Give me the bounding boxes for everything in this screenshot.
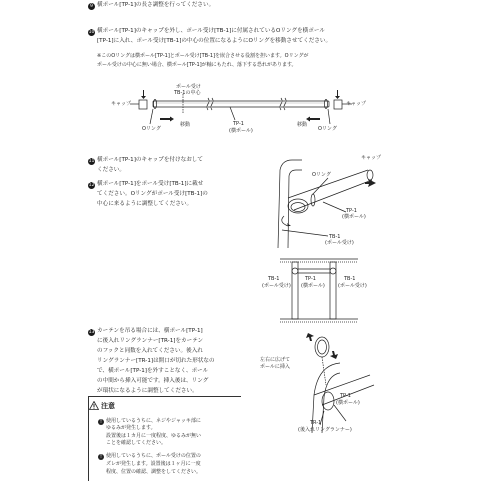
step-13-line1: カーテンを吊る場合には、横ポール[TP-1] — [97, 328, 203, 334]
oring-right-label: Oリング — [318, 126, 337, 132]
step-10-line2: [TP-1]に入れ、ポール受け[TB-1]の中心の位置になるようにOリングを移動させてください。 — [97, 38, 332, 44]
warning-icon — [89, 401, 99, 410]
pole-end-cap-shape — [367, 170, 373, 180]
step-13-line3: のフックと同数を入れてください。後入れ — [97, 348, 203, 354]
caution-2-line3: 程度、位置の確認、調整をしてください。 — [106, 469, 202, 475]
caution-1-line1: 使用しているうちに、ネジやジャッキ部に — [106, 418, 201, 424]
step-11-text2: ください。 — [97, 167, 125, 173]
caution-2-line1: 使用しているうちに、ポール受けの位置の — [106, 453, 201, 459]
step-10-line1: 横ポール[TP-1]のキャップを外し、ポール受け[TB-1]に付属されているOリングを横ポール — [97, 28, 325, 34]
tp1-sub-label-4: (横ポール) — [336, 400, 360, 406]
caution-2-line2: ズレが発生します。設置後は１ヶ月に一度 — [106, 461, 201, 467]
tb1-right-sub-label-3: (ポール受け) — [338, 283, 367, 289]
step-13-number: 13 — [88, 330, 95, 335]
step-12-line3: 中心に来るように調整してください。 — [97, 201, 193, 207]
tp1-sub-label-3: (横ポール) — [301, 283, 325, 289]
post-right-shape — [330, 262, 336, 319]
step-12 — [88, 180, 203, 189]
step-10-note1: ※このOリングは横ポール[TP-1]とポール受け[TB-1]を嵌合させる役割を担います。Oリングが — [97, 53, 309, 59]
cap-left-label: キャップ — [111, 101, 132, 107]
cap-label-2: キャップ — [361, 155, 382, 161]
caution-title: 注意 — [101, 402, 115, 410]
tr1-sub-label-4: (後入れリングランナー) — [298, 427, 352, 433]
tr1-label-4: TR-1 — [310, 420, 322, 426]
tp1-label-2: TP-1 — [346, 208, 357, 214]
step-12-number: 12 — [88, 183, 95, 188]
step-13-line4: リングランナー[TR-1]は開口が切れた形状なの — [97, 358, 215, 364]
front-view-diagram — [278, 255, 378, 325]
pole-adjust-diagram — [0, 80, 480, 160]
tp1-label-4: TP-1 — [340, 393, 351, 399]
step-10 — [88, 27, 325, 36]
oring-shape — [311, 194, 315, 206]
step-9 — [88, 1, 214, 10]
center-label-1: ポール受け — [176, 84, 201, 90]
rotate-arrow-right — [330, 351, 338, 359]
cap-right-label: キャップ — [346, 101, 367, 107]
pole-label-2: (横ポール) — [229, 128, 253, 134]
center-label-2: TB-1の中心 — [174, 90, 201, 96]
move-arrow-right — [306, 117, 320, 122]
oring-left-label: Oリング — [142, 126, 161, 132]
step-13-line6: の中間から挿入可能です。挿入後は、リング — [97, 378, 209, 384]
tb1-sub-label-2: (ポール受け) — [325, 240, 354, 246]
tb1-left-sub-label-3: (ポール受け) — [262, 283, 291, 289]
bracket-diagram — [258, 150, 398, 250]
move-arrow-left — [160, 117, 174, 122]
step-9-text: 横ポール[TP-1]の長さ調整を行ってください。 — [97, 2, 215, 8]
step-11-text: 横ポール[TP-1]のキャップを付けなおして — [97, 157, 203, 163]
tb1-right-label-3: TB-1 — [344, 276, 356, 282]
cap-arrow-right — [335, 90, 340, 99]
step-10-number: 10 — [88, 30, 95, 35]
cap-arrow-left — [141, 90, 146, 99]
step-11-number: 11 — [88, 159, 95, 164]
step-13-line2: に後入れリングランナー[TR-1]をカーテン — [97, 338, 204, 344]
ring-runner-diagram — [250, 325, 390, 435]
exclamation-icon: ! — [99, 419, 102, 425]
step-12-line1: 横ポール[TP-1]をポール受け[TB-1]に載せ — [97, 181, 204, 187]
tp1-label-3: TP-1 — [305, 276, 316, 282]
caution-1-line2: ゆるみが発生します。 — [106, 425, 156, 431]
tb1-left-label-3: TB-1 — [268, 276, 280, 282]
step-13-line5: で、横ポール[TP-1]を外すことなく、ポール — [97, 368, 209, 374]
step-9-number: 9 — [88, 3, 95, 10]
caution-item-2 — [98, 453, 201, 460]
step-13 — [88, 327, 203, 336]
tp1-sub-label-2: (横ポール) — [342, 214, 366, 220]
step-12-line2: てください。Oリングがポール受け[TB-1]の — [97, 191, 208, 197]
rotate-arrow-left — [306, 333, 314, 341]
post-left-shape — [292, 262, 298, 319]
move-left-label: 移動 — [180, 122, 191, 128]
pole-label-1: TP-1 — [233, 121, 244, 127]
move-right-label: 移動 — [297, 122, 308, 128]
tb1-label-2: TB-1 — [329, 234, 341, 240]
caution-1-line4: ことを確認してください。 — [106, 440, 167, 446]
rotate-label-1: 左右に広げて — [260, 357, 291, 363]
pole-shape — [153, 101, 329, 107]
step-10-note2: ポール受けの中心に無い場合、横ポール[TP-1]が軸にもたれ、落下する恐れがあります。 — [97, 62, 297, 68]
exclamation-icon: ! — [99, 454, 102, 460]
rotate-label-2: ポールに挿入 — [260, 364, 290, 370]
step-13-line7: が環状になるように調整してください。 — [97, 388, 198, 394]
caution-1-line3: 設置後は１カ月に一度程度、ゆるみが無い — [106, 433, 202, 439]
oring-label-2: Oリング — [312, 172, 331, 178]
cap-right-shape — [334, 100, 342, 109]
step-11 — [88, 156, 203, 165]
cap-left-shape — [139, 100, 147, 109]
